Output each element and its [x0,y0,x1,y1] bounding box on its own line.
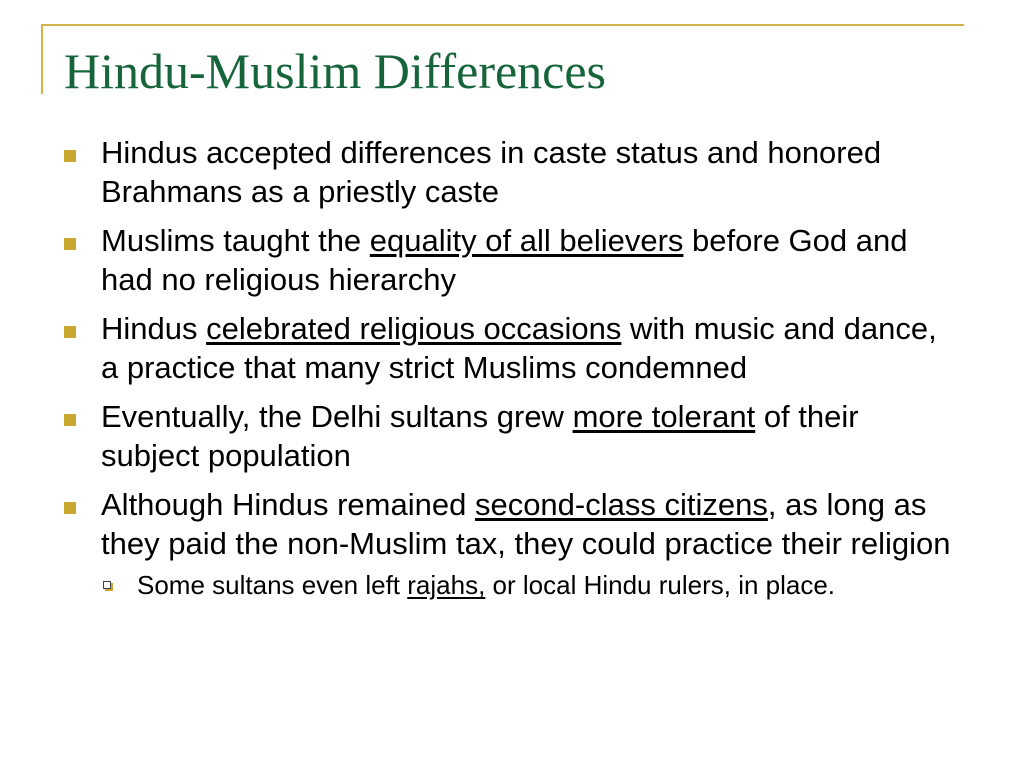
bullet-text: Although Hindus remained [101,487,475,522]
bullet-text: before God and had no religious hierarchy [101,223,908,297]
title-top-rule [41,24,964,26]
square-bullet-icon [64,414,76,426]
title-left-rule [41,24,43,94]
underlined-phrase: rajahs, [407,570,486,600]
square-bullet-icon [64,326,76,338]
square-bullet-icon [64,150,76,162]
underlined-phrase: equality of all believers [369,223,684,258]
bullet-text: of their subject population [101,399,859,473]
bullet-text: Hindus [101,311,207,346]
underlined-phrase: second-class citizens [474,487,768,522]
bullet-list [0,134,1024,602]
bullet-item [0,222,961,299]
bullet-item [0,134,961,211]
bullet-item [0,310,961,387]
bullet-text: Hindus accepted differences in caste status and honored Brahmans as a priestly caste [101,135,882,209]
sub-bullet-text: or local Hindu rulers, in place. [485,570,836,600]
bullet-item [0,398,961,475]
bullet-text: , as long as they paid the non-Muslim tax, they could practice their religion [101,487,951,561]
bullet-item [0,486,961,563]
bullet-text: with music and dance, a practice that many strict Muslims condemned [101,311,937,385]
sub-bullet-text: Some sultans even left [137,570,408,600]
bullet-text: Eventually, the Delhi sultans grew [101,399,573,434]
underlined-phrase: celebrated religious occasions [206,311,622,346]
square-bullet-icon [64,238,76,250]
square-bullet-icon [64,502,76,514]
slide-title: Hindu-Muslim Differences [64,43,607,99]
hollow-square-bullet-icon [103,581,111,589]
sub-bullet-item [0,568,957,602]
underlined-phrase: more tolerant [572,399,756,434]
bullet-text: Muslims taught the [101,223,370,258]
